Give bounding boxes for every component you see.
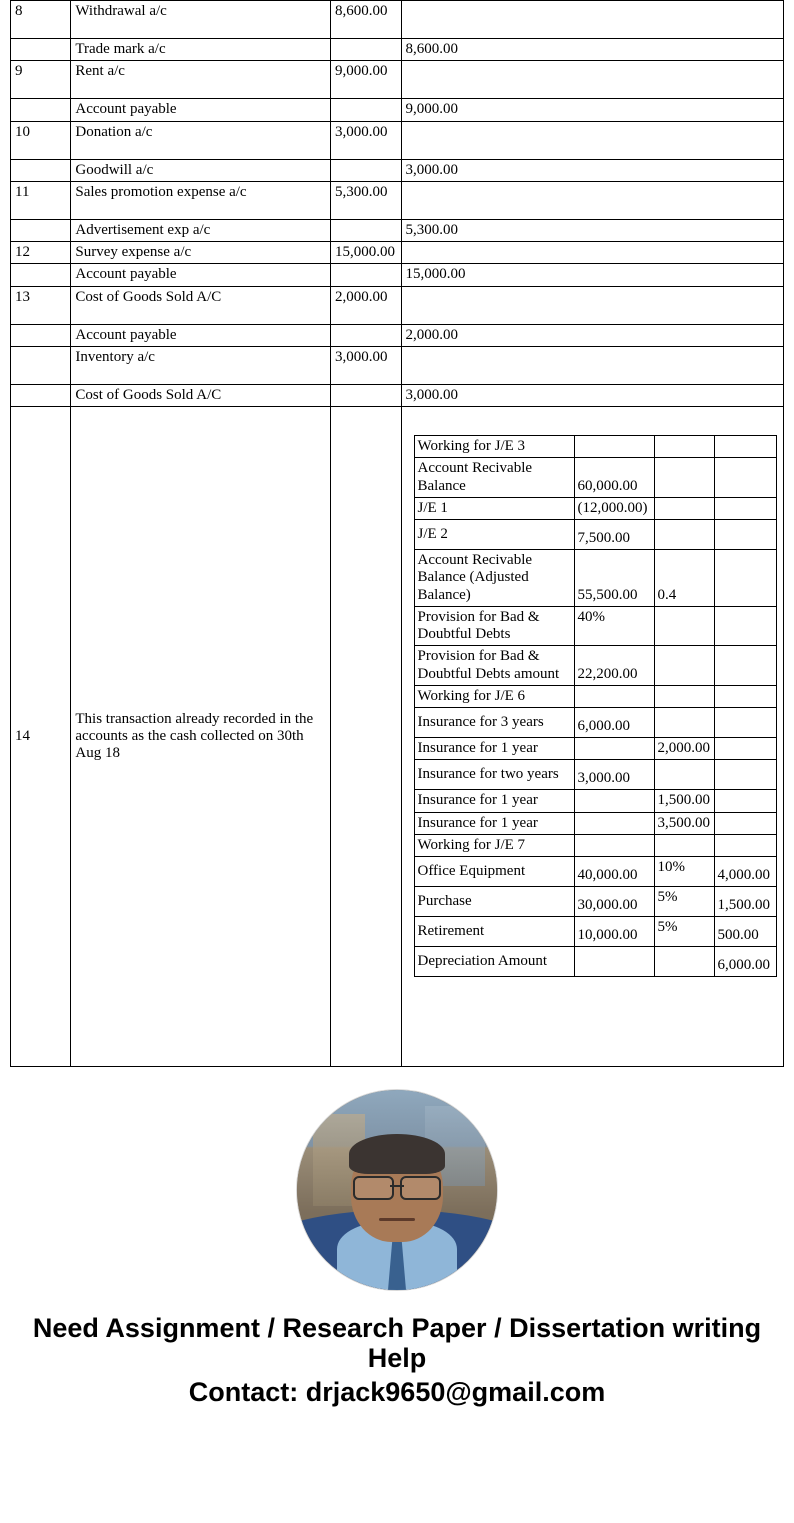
entry-credit: 2,000.00 [401,324,784,346]
table-row-working-notes [11,407,784,1067]
working-value-2 [654,436,714,458]
working-value-3 [714,708,776,738]
working-value-1: 55,500.00 [574,550,654,607]
entry-particulars: Cost of Goods Sold A/C [71,286,331,324]
working-value-2: 3,500.00 [654,812,714,834]
working-value-2 [654,708,714,738]
working-value-1 [574,834,654,856]
entry-particulars: Goodwill a/c [71,159,331,181]
working-row [414,887,776,917]
working-row [414,857,776,887]
working-value-2 [654,947,714,977]
entry-number [11,264,71,286]
entry-credit [401,286,784,324]
working-value-2: 5% [654,887,714,917]
working-value-2 [654,497,714,519]
entry-particulars: Cost of Goods Sold A/C [71,384,331,406]
entry-credit: 3,000.00 [401,159,784,181]
working-value-1: 40% [574,606,654,646]
working-label: J/E 2 [414,520,574,550]
entry-particulars: Sales promotion expense a/c [71,181,331,219]
working-value-3 [714,497,776,519]
working-notes-cell [401,407,784,1067]
entry-debit: 3,000.00 [331,346,401,384]
working-value-2: 0.4 [654,550,714,607]
working-row [414,738,776,760]
table-row [11,286,784,324]
entry-debit: 8,600.00 [331,1,401,39]
working-label: Office Equipment [414,857,574,887]
working-value-2: 5% [654,917,714,947]
entry-particulars: Trade mark a/c [71,39,331,61]
entry-debit [331,264,401,286]
working-value-2: 10% [654,857,714,887]
working-value-2 [654,520,714,550]
footer-contact: Contact: drjack9650@gmail.com [188,1377,606,1408]
entry-debit: 15,000.00 [331,242,401,264]
table-row [11,39,784,61]
working-value-2 [654,646,714,686]
working-label: Working for J/E 7 [414,834,574,856]
working-label: Account Recivable Balance (Adjusted Balance) [414,550,574,607]
entry-credit [401,242,784,264]
entry-number: 11 [11,181,71,219]
working-value-3 [714,520,776,550]
entry-particulars: Donation a/c [71,121,331,159]
entry-number [11,324,71,346]
table-row [11,384,784,406]
working-value-1: 60,000.00 [574,458,654,498]
footer [0,1067,794,1408]
working-value-3: 4,000.00 [714,857,776,887]
working-value-3: 1,500.00 [714,887,776,917]
working-value-3: 6,000.00 [714,947,776,977]
working-value-3 [714,738,776,760]
entry-number [11,159,71,181]
table-row [11,121,784,159]
entry-number: 14 [11,407,71,1067]
working-label: Retirement [414,917,574,947]
working-value-1: 3,000.00 [574,760,654,790]
working-label: Provision for Bad & Doubtful Debts amount [414,646,574,686]
entry-particulars: Account payable [71,264,331,286]
working-row [414,708,776,738]
working-value-1 [574,436,654,458]
working-value-1: 7,500.00 [574,520,654,550]
entry-credit [401,181,784,219]
working-value-3 [714,790,776,812]
entry-number: 10 [11,121,71,159]
entry-number: 12 [11,242,71,264]
working-value-1: (12,000.00) [574,497,654,519]
working-value-2: 2,000.00 [654,738,714,760]
entry-credit [401,61,784,99]
working-row [414,685,776,707]
entry-particulars: This transaction already recorded in the accounts as the cash collected on 30th Aug 18 [71,407,331,1067]
working-label: Insurance for two years [414,760,574,790]
working-value-2 [654,606,714,646]
entry-number [11,219,71,241]
working-row [414,646,776,686]
table-row [11,99,784,121]
entry-debit: 2,000.00 [331,286,401,324]
entry-credit: 15,000.00 [401,264,784,286]
entry-credit [401,1,784,39]
entry-credit [401,121,784,159]
entry-debit [331,324,401,346]
working-value-2: 1,500.00 [654,790,714,812]
working-value-1 [574,947,654,977]
entry-particulars: Survey expense a/c [71,242,331,264]
working-value-3: 500.00 [714,917,776,947]
footer-headline: Need Assignment / Research Paper / Dissertation writing Help [32,1313,762,1374]
avatar [296,1089,498,1291]
working-row [414,947,776,977]
working-value-3 [714,606,776,646]
entry-number: 8 [11,1,71,39]
entry-debit: 3,000.00 [331,121,401,159]
table-row [11,242,784,264]
working-value-1 [574,685,654,707]
table-row [11,219,784,241]
working-label: J/E 1 [414,497,574,519]
working-value-3 [714,760,776,790]
working-row [414,458,776,498]
working-label: Depreciation Amount [414,947,574,977]
table-row [11,264,784,286]
working-value-1 [574,738,654,760]
working-row [414,497,776,519]
working-value-1: 6,000.00 [574,708,654,738]
working-value-2 [654,685,714,707]
table-row [11,181,784,219]
working-label: Working for J/E 6 [414,685,574,707]
working-value-2 [654,760,714,790]
working-value-2 [654,458,714,498]
entry-particulars: Withdrawal a/c [71,1,331,39]
table-row [11,159,784,181]
working-value-3 [714,458,776,498]
working-label: Insurance for 1 year [414,790,574,812]
table-row [11,61,784,99]
working-row [414,917,776,947]
entry-debit [331,39,401,61]
working-value-1 [574,812,654,834]
working-value-3 [714,812,776,834]
entry-particulars: Inventory a/c [71,346,331,384]
entry-debit [331,219,401,241]
working-value-3 [714,685,776,707]
entry-credit [401,346,784,384]
entry-debit [331,99,401,121]
working-row [414,834,776,856]
entry-credit: 3,000.00 [401,384,784,406]
journal-entries-table [10,0,784,1067]
working-label: Insurance for 3 years [414,708,574,738]
working-value-3 [714,436,776,458]
working-label: Provision for Bad & Doubtful Debts [414,606,574,646]
entry-credit: 8,600.00 [401,39,784,61]
entry-debit: 5,300.00 [331,181,401,219]
table-row [11,1,784,39]
working-value-1: 30,000.00 [574,887,654,917]
entry-particulars: Advertisement exp a/c [71,219,331,241]
working-value-2 [654,834,714,856]
entry-debit [331,159,401,181]
entry-number [11,346,71,384]
table-row [11,324,784,346]
working-value-3 [714,834,776,856]
working-notes-table [414,435,777,977]
entry-number [11,39,71,61]
entry-particulars: Rent a/c [71,61,331,99]
entry-particulars: Account payable [71,324,331,346]
working-value-3 [714,646,776,686]
working-value-1: 10,000.00 [574,917,654,947]
entry-number [11,99,71,121]
working-value-1 [574,790,654,812]
working-value-3 [714,550,776,607]
working-row [414,606,776,646]
entry-credit: 9,000.00 [401,99,784,121]
working-value-1: 40,000.00 [574,857,654,887]
working-row [414,436,776,458]
working-label: Insurance for 1 year [414,812,574,834]
working-label: Working for J/E 3 [414,436,574,458]
working-row [414,812,776,834]
working-row [414,790,776,812]
entry-number: 9 [11,61,71,99]
entry-number: 13 [11,286,71,324]
entry-debit: 9,000.00 [331,61,401,99]
working-value-1: 22,200.00 [574,646,654,686]
working-row [414,520,776,550]
entry-number [11,384,71,406]
working-row [414,760,776,790]
entry-particulars: Account payable [71,99,331,121]
working-row [414,550,776,607]
working-label: Purchase [414,887,574,917]
journal-table-body [11,1,784,1067]
entry-credit: 5,300.00 [401,219,784,241]
entry-debit [331,384,401,406]
entry-debit [331,407,401,1067]
working-label: Insurance for 1 year [414,738,574,760]
working-label: Account Recivable Balance [414,458,574,498]
table-row [11,346,784,384]
